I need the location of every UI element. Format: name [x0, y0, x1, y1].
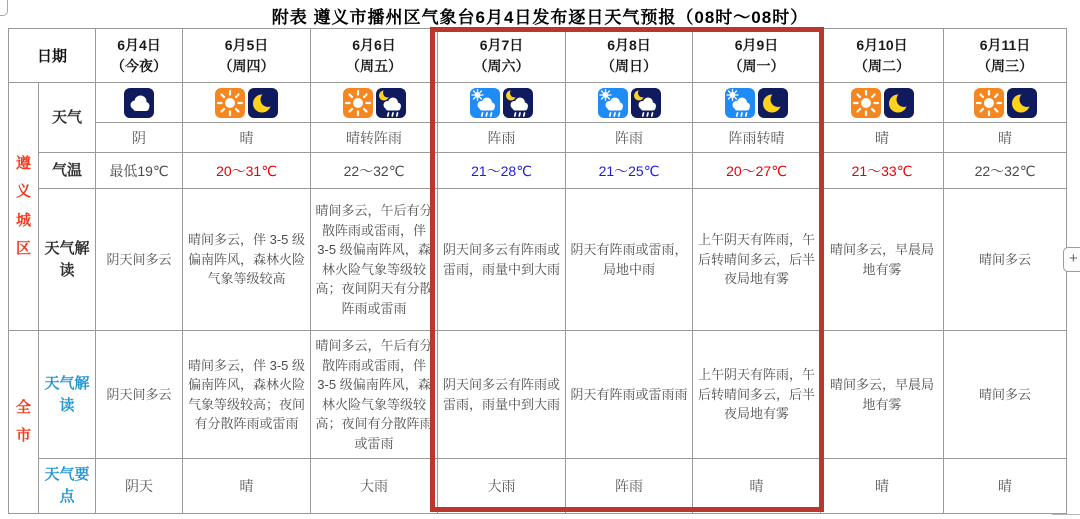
date-header: 6月10日 （周二） — [821, 29, 944, 83]
moon-shower-icon — [631, 88, 661, 118]
sun-icon — [851, 88, 881, 118]
city-weather-detail: 阴天间多云有阵雨或雷雨，雨量中到大雨 — [438, 331, 566, 459]
temperature: 21～28℃ — [438, 153, 566, 189]
header-row — [9, 29, 1067, 83]
section-label-city: 全市 — [9, 331, 39, 514]
weather-text: 晴 — [183, 123, 311, 153]
page-title: 附表 遵义市播州区气象台6月4日发布逐日天气预报（08时～08时） — [271, 8, 809, 27]
temperature: 最低19℃ — [96, 153, 183, 189]
urban-weather-detail: 晴间多云，早晨局地有雾 — [821, 189, 944, 331]
moon-shower-icon — [376, 88, 406, 118]
weather-icons-cell — [311, 83, 438, 123]
date-header: 6月9日 （周一） — [693, 29, 821, 83]
weather-icons-cell — [566, 83, 693, 123]
urban-weather-detail: 晴间多云，午后有分散阵雨或雷雨，伴 3-5 级偏南阵风，森林火险气象等级较高；夜间阴天有分散阵雨或雷雨 — [311, 189, 438, 331]
weather-text: 阴 — [96, 123, 183, 153]
date-header: 6月6日 （周五） — [311, 29, 438, 83]
weather-keypoint: 阵雨 — [566, 459, 693, 514]
weather-text: 晴 — [944, 123, 1067, 153]
zoom-in-button[interactable]: + — [1063, 247, 1080, 272]
date-header: 6月4日 （今夜） — [96, 29, 183, 83]
temperature: 21～33℃ — [821, 153, 944, 189]
weather-text-row — [9, 123, 1067, 153]
sun-icon — [974, 88, 1004, 118]
urban-weather-detail: 阴天有阵雨或雷雨，局地中雨 — [566, 189, 693, 331]
moon-icon — [248, 88, 278, 118]
date-corner-label: 日期 — [9, 29, 96, 83]
temperature: 22～32℃ — [944, 153, 1067, 189]
weather-text: 阵雨转晴 — [693, 123, 821, 153]
row-label-city-detail: 天气解读 — [39, 331, 96, 459]
weather-keypoint: 阴天 — [96, 459, 183, 514]
cutoff-widget-fragment — [1052, 514, 1080, 518]
date-header: 6月8日 （周日） — [566, 29, 693, 83]
weather-text: 阵雨 — [438, 123, 566, 153]
overcast-icon — [124, 88, 154, 118]
weather-text: 阵雨 — [566, 123, 693, 153]
weather-icons-cell — [183, 83, 311, 123]
temperature: 20～27℃ — [693, 153, 821, 189]
temperature: 20～31℃ — [183, 153, 311, 189]
weather-keypoint: 大雨 — [438, 459, 566, 514]
weather-keypoint: 晴 — [693, 459, 821, 514]
moon-icon — [1007, 88, 1037, 118]
weather-text: 晴转阵雨 — [311, 123, 438, 153]
weather-keypoint: 晴 — [821, 459, 944, 514]
sun-shower-icon — [725, 88, 755, 118]
row-label-urban-detail: 天气解读 — [39, 189, 96, 331]
urban-weather-detail: 阴天间多云有阵雨或雷雨，雨量中到大雨 — [438, 189, 566, 331]
row-label-keypoint: 天气要点 — [39, 459, 96, 514]
urban-detail-row — [9, 189, 1067, 331]
city-weather-detail: 晴间多云，伴 3-5 级偏南阵风，森林火险气象等级较高；夜间有分散阵雨或雷雨 — [183, 331, 311, 459]
weather-text: 晴 — [821, 123, 944, 153]
section-label-urban: 遵义城区 — [9, 83, 39, 331]
weather-keypoint: 晴 — [183, 459, 311, 514]
city-weather-detail: 阴天间多云 — [96, 331, 183, 459]
weather-icons-cell — [944, 83, 1067, 123]
sun-shower-icon — [470, 88, 500, 118]
urban-weather-detail: 晴间多云 — [944, 189, 1067, 331]
temperature-row — [9, 153, 1067, 189]
weather-icons-cell — [821, 83, 944, 123]
urban-weather-detail: 上午阴天有阵雨，午后转晴间多云，后半夜局地有雾 — [693, 189, 821, 331]
forecast-table — [8, 28, 1067, 514]
date-header: 6月5日 （周四） — [183, 29, 311, 83]
weather-keypoint: 大雨 — [311, 459, 438, 514]
temperature: 21～25℃ — [566, 153, 693, 189]
city-weather-detail: 晴间多云，午后有分散阵雨或雷雨，伴 3-5 级偏南阵风，森林火险气象等级较高；夜间有分散阵雨或雷雨 — [311, 331, 438, 459]
city-detail-row — [9, 331, 1067, 459]
city-weather-detail: 晴间多云 — [944, 331, 1067, 459]
urban-weather-detail: 晴间多云，伴 3-5 级偏南阵风，森林火险气象等级较高 — [183, 189, 311, 331]
weather-keypoint: 晴 — [944, 459, 1067, 514]
moon-shower-icon — [503, 88, 533, 118]
row-label-weather: 天气 — [39, 83, 96, 153]
city-weather-detail: 晴间多云，早晨局地有雾 — [821, 331, 944, 459]
moon-icon — [758, 88, 788, 118]
city-weather-detail: 阴天有阵雨或雷雨雨 — [566, 331, 693, 459]
sun-shower-icon — [598, 88, 628, 118]
temperature: 22～32℃ — [311, 153, 438, 189]
date-header: 6月11日 （周三） — [944, 29, 1067, 83]
weather-icons-cell — [96, 83, 183, 123]
row-label-temp: 气温 — [39, 153, 96, 189]
city-weather-detail: 上午阴天有阵雨，午后转晴间多云，后半夜局地有雾 — [693, 331, 821, 459]
sun-icon — [215, 88, 245, 118]
keypoint-row — [9, 459, 1067, 514]
sun-icon — [343, 88, 373, 118]
weather-icons-cell — [438, 83, 566, 123]
weather-icons-row — [9, 83, 1067, 123]
moon-icon — [884, 88, 914, 118]
weather-icons-cell — [693, 83, 821, 123]
date-header: 6月7日 （周六） — [438, 29, 566, 83]
urban-weather-detail: 阴天间多云 — [96, 189, 183, 331]
